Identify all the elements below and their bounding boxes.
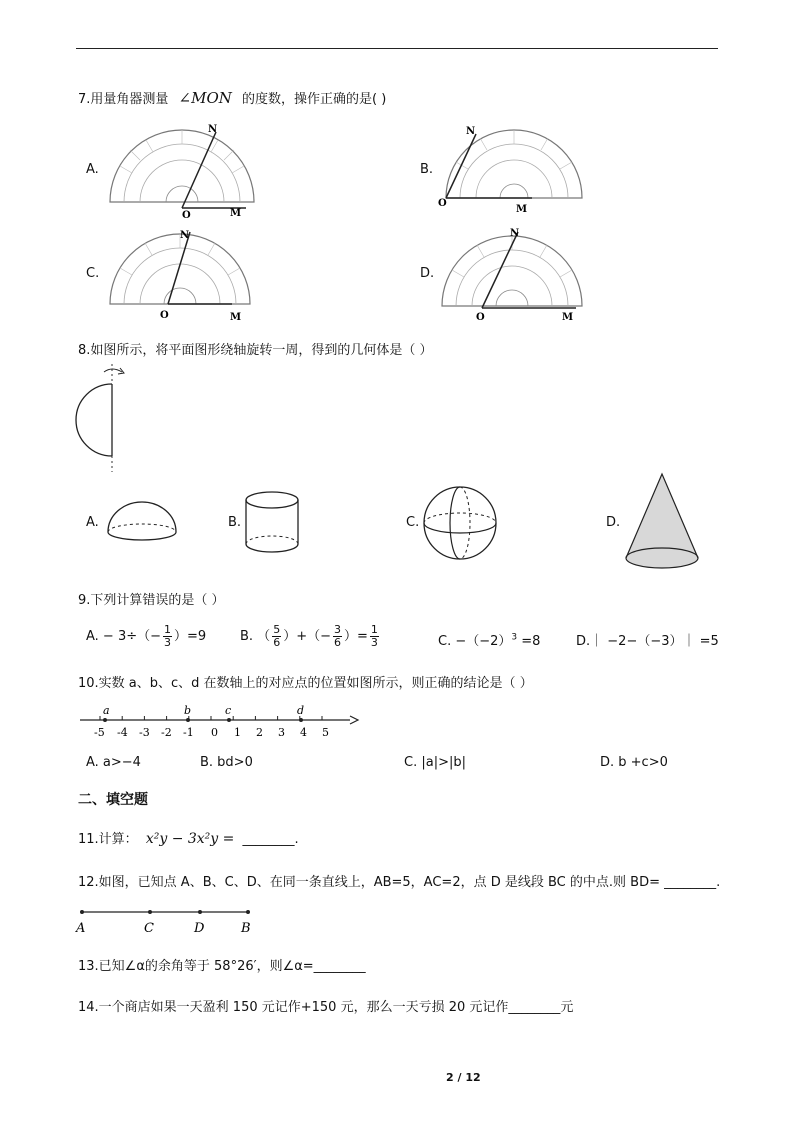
q9b-den2: 6 <box>333 636 341 649</box>
q7-option-d[interactable]: D. <box>420 266 435 281</box>
q9a-post: ）=9 <box>174 629 207 644</box>
tick-label-3: 3 <box>278 726 285 739</box>
q9b-den1: 6 <box>273 636 281 649</box>
tick-label-0: 0 <box>211 726 218 739</box>
q9-option-d[interactable]: D.｜ −2−（−3）｜ =5 <box>576 634 719 649</box>
hemisphere-figure <box>104 494 180 550</box>
q7-option-c[interactable]: C. <box>86 266 100 281</box>
tick-label-neg3: -3 <box>139 726 150 739</box>
q9b-num3: 1 <box>370 623 378 636</box>
protractor-figure-a <box>100 120 260 220</box>
tick-label-4: 4 <box>300 726 307 739</box>
cylinder-figure <box>242 488 302 558</box>
q9-option-b[interactable] <box>240 624 381 649</box>
tick-label-neg5: -5 <box>94 726 105 739</box>
q9c-post: =8 <box>517 634 541 649</box>
q7b-label-m: M <box>516 204 528 215</box>
q9b-mid: ）+（− <box>283 629 331 644</box>
q9b-num1: 5 <box>273 623 281 636</box>
tick-label-neg2: -2 <box>161 726 172 739</box>
q8-option-c[interactable]: C. <box>406 515 420 530</box>
q7-text-pre: 7.用量角器测量 <box>78 92 169 107</box>
number-line-figure <box>80 700 360 742</box>
q9-option-a[interactable] <box>86 624 206 649</box>
q11-blank[interactable]: ________. <box>242 832 299 847</box>
question-8: 8.如图所示，将平面图形绕轴旋转一周，得到的几何体是（ ） <box>78 343 433 358</box>
q7c-label-m: M <box>230 312 242 323</box>
tick-label-neg1: -1 <box>183 726 194 739</box>
protractor-figure-c <box>100 224 260 324</box>
q9b-mid2: ）= <box>343 629 368 644</box>
section-title-fill-in: 二、填空题 <box>78 792 148 808</box>
q7c-label-n: N <box>180 230 190 241</box>
point-label-d: d <box>297 704 305 717</box>
question-12: 12.如图，已知点 A、B、C、D、在同一条直线上，AB=5，AC=2，点 D 是线段 BC 的中点.则 BD= ________. <box>78 875 721 890</box>
q7-option-b[interactable]: B. <box>420 162 434 177</box>
question-13: 13.已知∠α的余角等于 58°26′，则∠α=________ <box>78 959 366 974</box>
question-10: 10.实数 a、b、c、d 在数轴上的对应点的位置如图所示，则正确的结论是（ ） <box>78 676 533 691</box>
question-14: 14.一个商店如果一天盈利 150 元记作+150 元，那么一天亏损 20 元记作________元 <box>78 1000 574 1015</box>
q9b-pre: B. （ <box>240 629 271 644</box>
q8-option-b[interactable]: B. <box>228 515 242 530</box>
protractor-figure-d <box>430 222 590 324</box>
point-label-a: a <box>103 704 110 717</box>
tick-label-5: 5 <box>322 726 329 739</box>
q9b-den3: 3 <box>370 636 378 649</box>
q7a-label-n: N <box>208 124 218 135</box>
segment-label-c: C <box>144 921 154 936</box>
q10-option-a[interactable]: A. a>−4 <box>86 755 141 770</box>
header-rule <box>76 48 718 49</box>
q9a-den: 3 <box>164 636 172 649</box>
q7b-label-n: N <box>466 126 476 137</box>
segment-label-d: D <box>194 921 205 936</box>
tick-label-1: 1 <box>234 726 241 739</box>
q10-option-c[interactable]: C. |a|>|b| <box>404 755 466 770</box>
protractor-figure-b <box>430 120 590 220</box>
q7a-label-m: M <box>230 208 242 219</box>
q7-angle: ∠MON <box>178 89 232 107</box>
q7-text-post: 的度数，操作正确的是( ) <box>242 92 387 107</box>
q9a-fraction <box>163 624 172 649</box>
tick-label-2: 2 <box>256 726 263 739</box>
q11-expression: x²y − 3x²y = <box>145 831 235 847</box>
q10-option-b[interactable]: B. bd>0 <box>200 755 253 770</box>
segment-label-a: A <box>76 921 86 936</box>
q11-pre: 11.计算： <box>78 832 138 847</box>
segment-label-b: B <box>241 921 251 936</box>
page-number: 2 / 12 <box>446 1071 481 1084</box>
point-label-b: b <box>184 704 192 717</box>
q9-option-c[interactable] <box>438 630 540 649</box>
cone-figure <box>620 470 704 570</box>
q7-option-a[interactable]: A. <box>86 162 99 177</box>
tick-label-neg4: -4 <box>117 726 128 739</box>
q9a-num: 1 <box>164 623 172 636</box>
q9c-exponent: 3 <box>511 632 518 643</box>
question-11 <box>78 828 299 847</box>
q7d-label-o: O <box>476 312 485 323</box>
half-disk-rotation-figure <box>70 362 130 474</box>
q9b-fraction-3 <box>370 624 379 649</box>
q9b-fraction-2 <box>333 624 342 649</box>
q8-option-d[interactable]: D. <box>606 515 621 530</box>
q9c-pre: C. −（−2） <box>438 634 512 649</box>
q9b-num2: 3 <box>333 623 341 636</box>
question-7 <box>78 88 386 107</box>
q7d-label-n: N <box>510 228 520 239</box>
question-9: 9.下列计算错误的是（ ） <box>78 593 225 608</box>
q9a-pre: A. − 3÷（− <box>86 629 162 644</box>
q7c-label-o: O <box>160 310 169 321</box>
q7a-label-o: O <box>182 210 191 220</box>
q10-option-d[interactable]: D. b +c>0 <box>600 755 668 770</box>
q7d-label-m: M <box>562 312 574 323</box>
point-label-c: c <box>225 704 232 717</box>
q7b-label-o: O <box>438 198 447 209</box>
q9b-fraction-1 <box>272 624 281 649</box>
segment-figure <box>74 902 264 938</box>
q8-option-a[interactable]: A. <box>86 515 99 530</box>
sphere-figure <box>420 484 500 562</box>
